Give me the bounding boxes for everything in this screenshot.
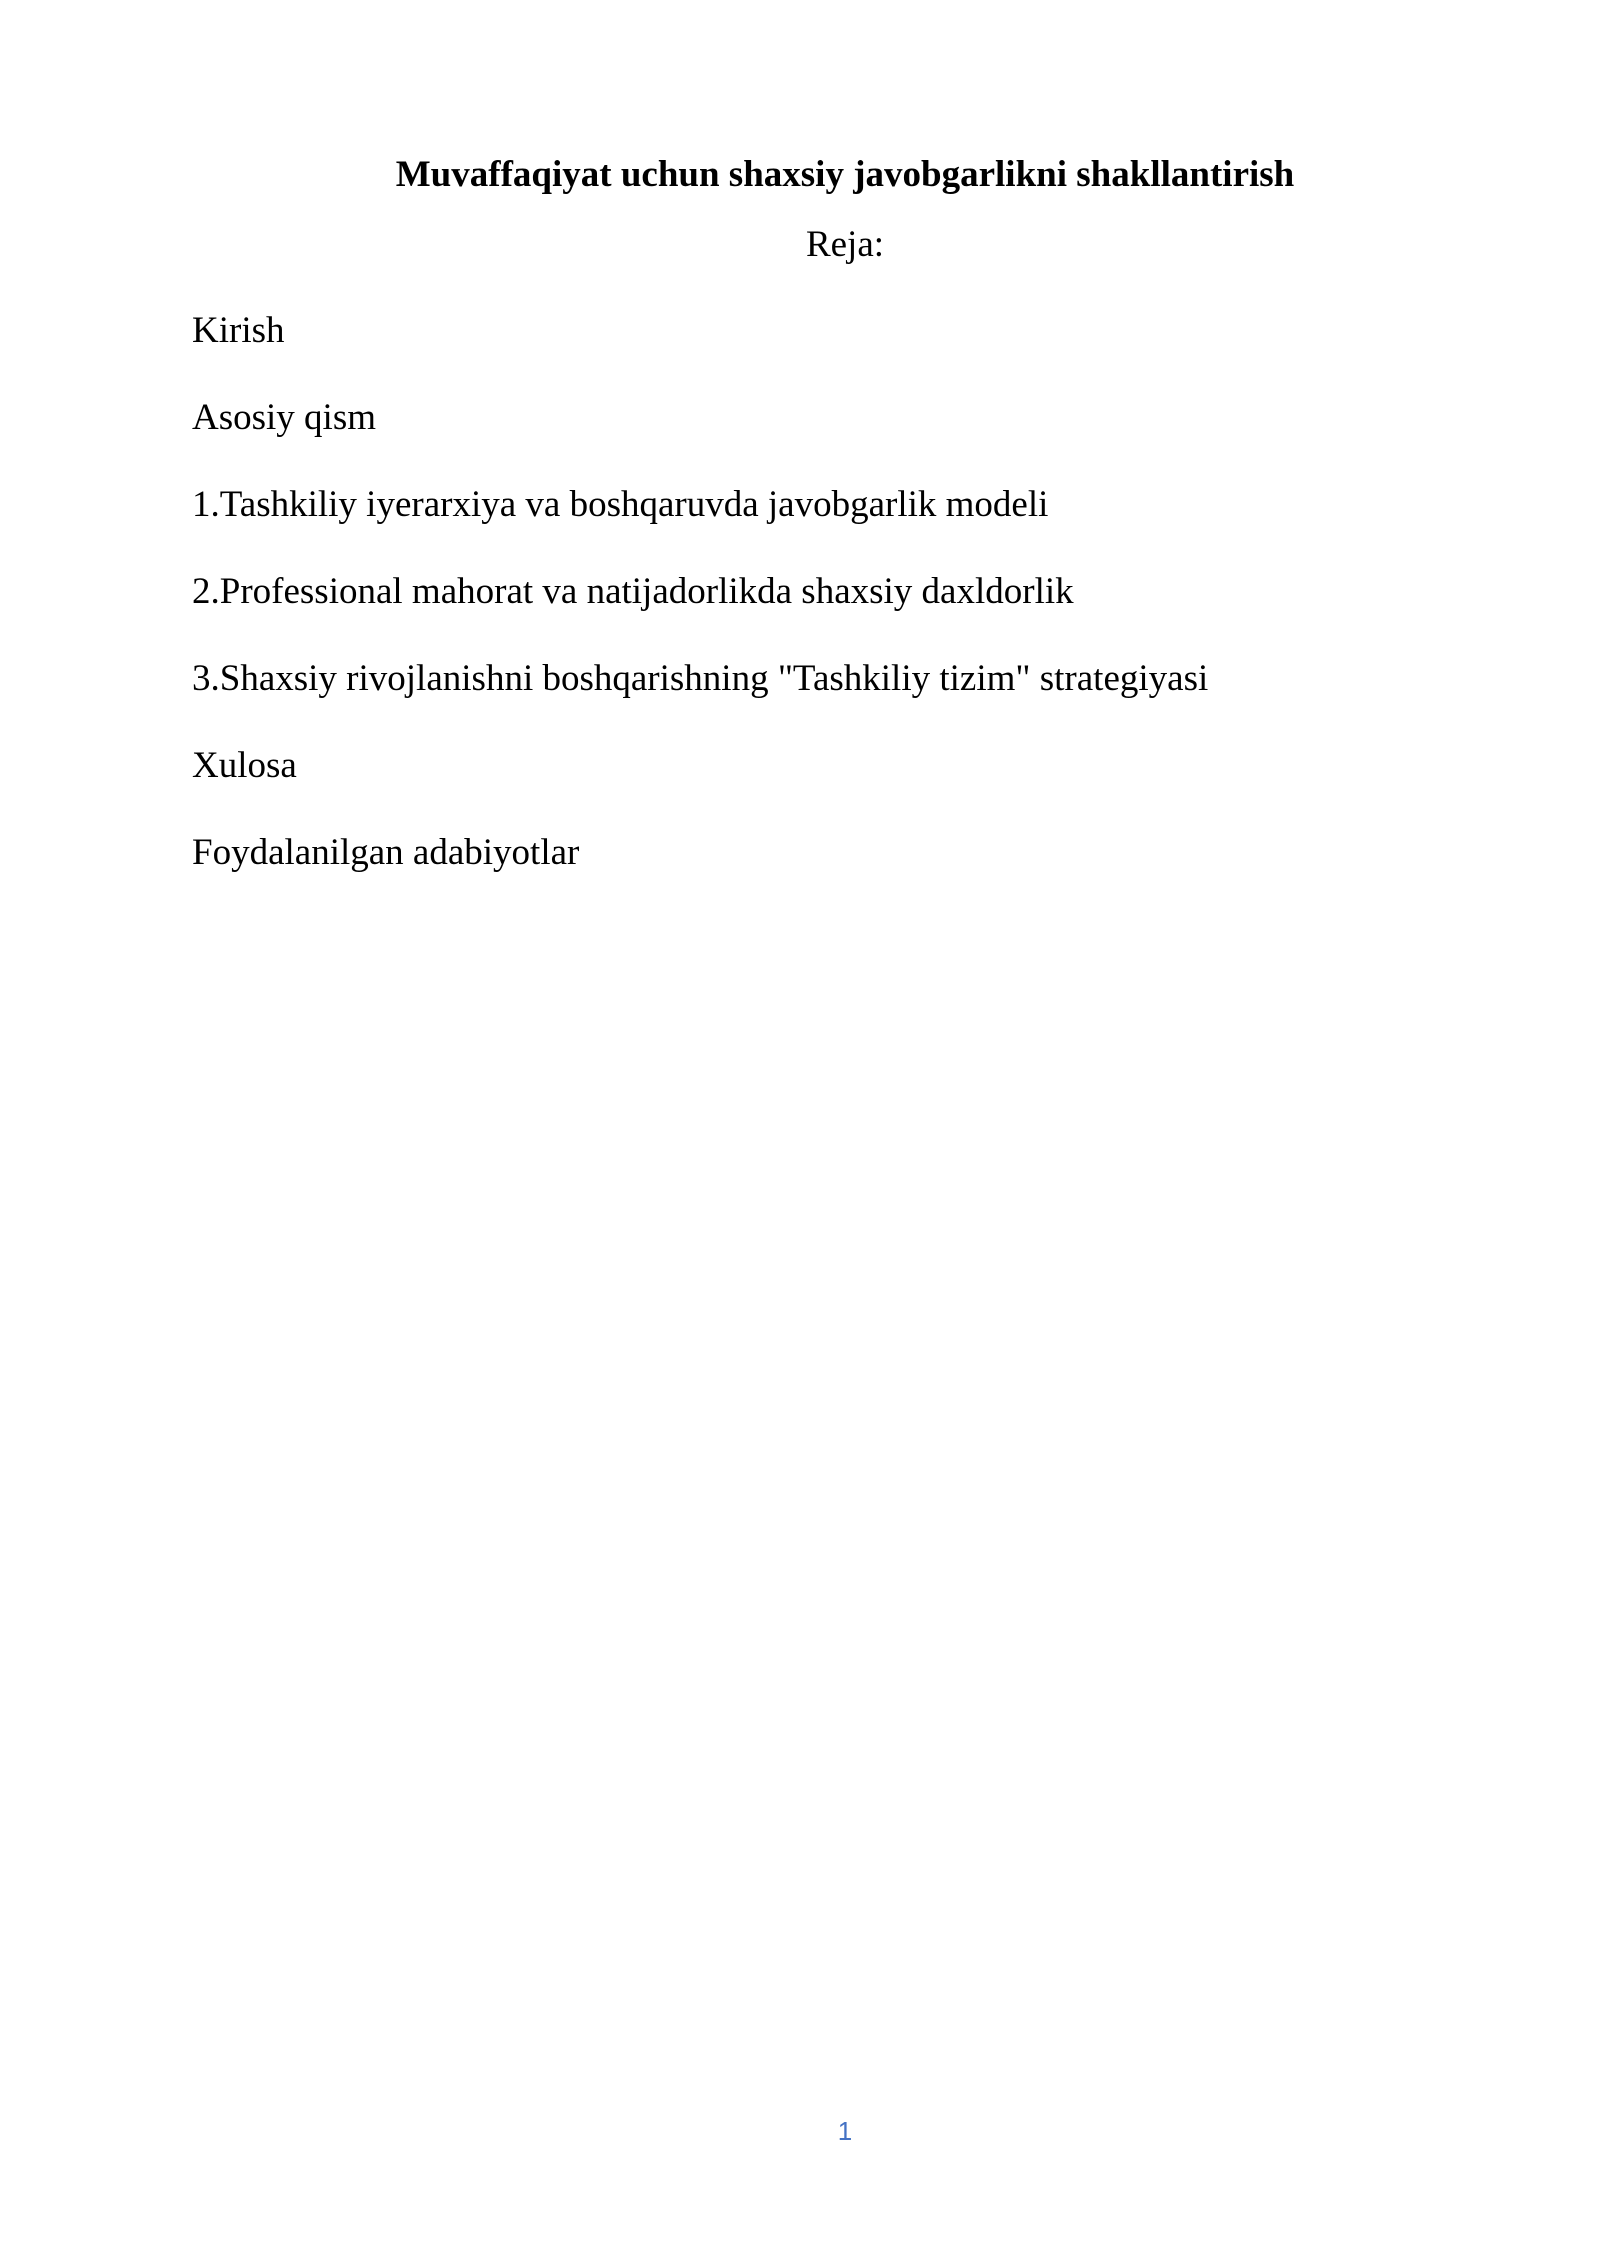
page-title: Muvaffaqiyat uchun shaxsiy javobgarlikni shakllantirish [395,154,1295,195]
toc-item-section-2: 2.Professional mahorat va natijadorlikda shaxsiy daxldorlik [192,571,1074,612]
toc-item-conclusion: Xulosa [192,745,297,786]
table-of-contents [192,306,1208,915]
toc-item-section-3: 3.Shaxsiy rivojlanishni boshqarishning "Tashkiliy tizim" strategiyasi [192,658,1209,699]
plan-heading: Reja: [805,224,885,265]
toc-item-main-part: Asosiy qism [192,397,377,438]
toc-item-introduction: Kirish [192,310,285,351]
toc-item-references: Foydalanilgan adabiyotlar [192,832,580,873]
page-number: 1 [837,2116,853,2146]
toc-item-section-1: 1.Tashkiliy iyerarxiya va boshqaruvda javobgarlik modeli [192,484,1049,525]
